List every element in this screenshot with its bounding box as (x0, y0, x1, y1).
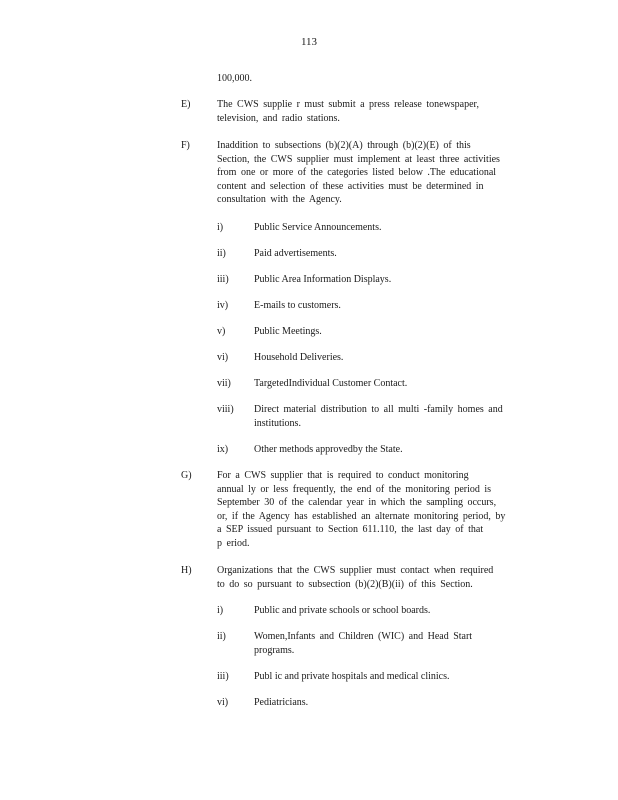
item-f-line-4: content and selection of these activities must be determined in (217, 180, 484, 192)
item-f-sub-ii-label: ii) (217, 248, 226, 259)
item-f-line-2: Section, the CWS supplier must implement at least three activities (217, 153, 500, 165)
item-f-sub-iv-text: E-mails to customers. (254, 300, 341, 311)
item-f-sub-v-label: v) (217, 326, 226, 337)
item-f-sub-vi-label: vi) (217, 352, 229, 363)
item-h-sub-vi-text: Pediatricians. (254, 697, 309, 708)
item-g-line-6: p eriod. (217, 537, 250, 549)
item-f-sub-i-label: i) (217, 222, 224, 233)
item-h-text (217, 564, 527, 591)
item-f-sub-vi-text: Household Deliveries. (254, 352, 344, 363)
item-h-sub-ii-line-2: programs. (254, 644, 295, 656)
item-f-text (217, 139, 533, 207)
item-g-label: G) (181, 470, 192, 481)
item-e-label: E) (181, 99, 191, 110)
item-e-line-1: The CWS supplie r must submit a press release tonewspaper, (217, 99, 479, 110)
item-g-line-4: or, if the Agency has established an alternate monitoring period, by (217, 510, 506, 522)
item-f-sub-vii-text: TargetedIndividual Customer Contact. (254, 378, 408, 389)
item-h-label: H) (181, 565, 192, 576)
item-g-line-1: For a CWS supplier that is required to conduct monitoring (217, 470, 469, 481)
item-f-sub-iii-label: iii) (217, 274, 229, 285)
item-f-line-3: from one or more of the categories listed below .The educational (217, 167, 497, 178)
item-h-sub-iii-label: iii) (217, 671, 229, 682)
item-h-line-1: Organizations that the CWS supplier must contact when required (217, 565, 494, 576)
item-g-line-5: a SEP issued pursuant to Section 611.110, the last day of that (217, 524, 484, 535)
item-f-sub-ix-text: Other methods approvedby the State. (254, 444, 403, 455)
item-h-sub-ii-text (254, 630, 504, 657)
item-g-text (217, 469, 539, 550)
item-g-line-3: September 30 of the calendar year in which the sampling occurs, (217, 497, 497, 508)
item-h-sub-iii-text: Publ ic and private hospitals and medical clinics. (254, 671, 450, 682)
item-f-sub-vii-label: vii) (217, 378, 231, 389)
item-f-sub-viii-label: viii) (217, 404, 234, 415)
item-g-line-2: annual ly or less frequently, the end of the monitoring period is (217, 483, 492, 495)
item-f-sub-v-text: Public Meetings. (254, 326, 322, 337)
item-f-sub-ix-label: ix) (217, 444, 229, 455)
item-f-sub-viii-line-2: institutions. (254, 417, 301, 429)
item-f-sub-i-text: Public Service Announcements. (254, 222, 382, 233)
item-f-sub-ii-text: Paid advertisements. (254, 248, 337, 259)
continuation-text: 100,000. (217, 73, 252, 84)
item-f-sub-viii-line-1: Direct material distribution to all multi -family homes and (254, 404, 503, 415)
page-number: 113 (300, 36, 318, 48)
item-e-text (217, 98, 507, 125)
item-f-sub-iii-text: Public Area Information Displays. (254, 274, 392, 285)
item-h-sub-vi-label: vi) (217, 697, 229, 708)
item-h-sub-ii-label: ii) (217, 631, 226, 642)
item-f-line-5: consultation with the Agency. (217, 194, 342, 205)
item-h-line-2: to do so pursuant to subsection (b)(2)(B)(ii) of this Section. (217, 578, 473, 590)
item-h-sub-i-text: Public and private schools or school boards. (254, 605, 431, 616)
item-e-line-2: television, and radio stations. (217, 112, 340, 124)
item-f-line-1: Inaddition to subsections (b)(2)(A) through (b)(2)(E) of this (217, 140, 471, 151)
item-h-sub-i-label: i) (217, 605, 224, 616)
item-f-sub-viii-text (254, 403, 534, 430)
item-h-sub-ii-line-1: Women,Infants and Children (WIC) and Head Start (254, 631, 473, 642)
item-f-label: F) (181, 140, 190, 151)
item-f-sub-iv-label: iv) (217, 300, 229, 311)
